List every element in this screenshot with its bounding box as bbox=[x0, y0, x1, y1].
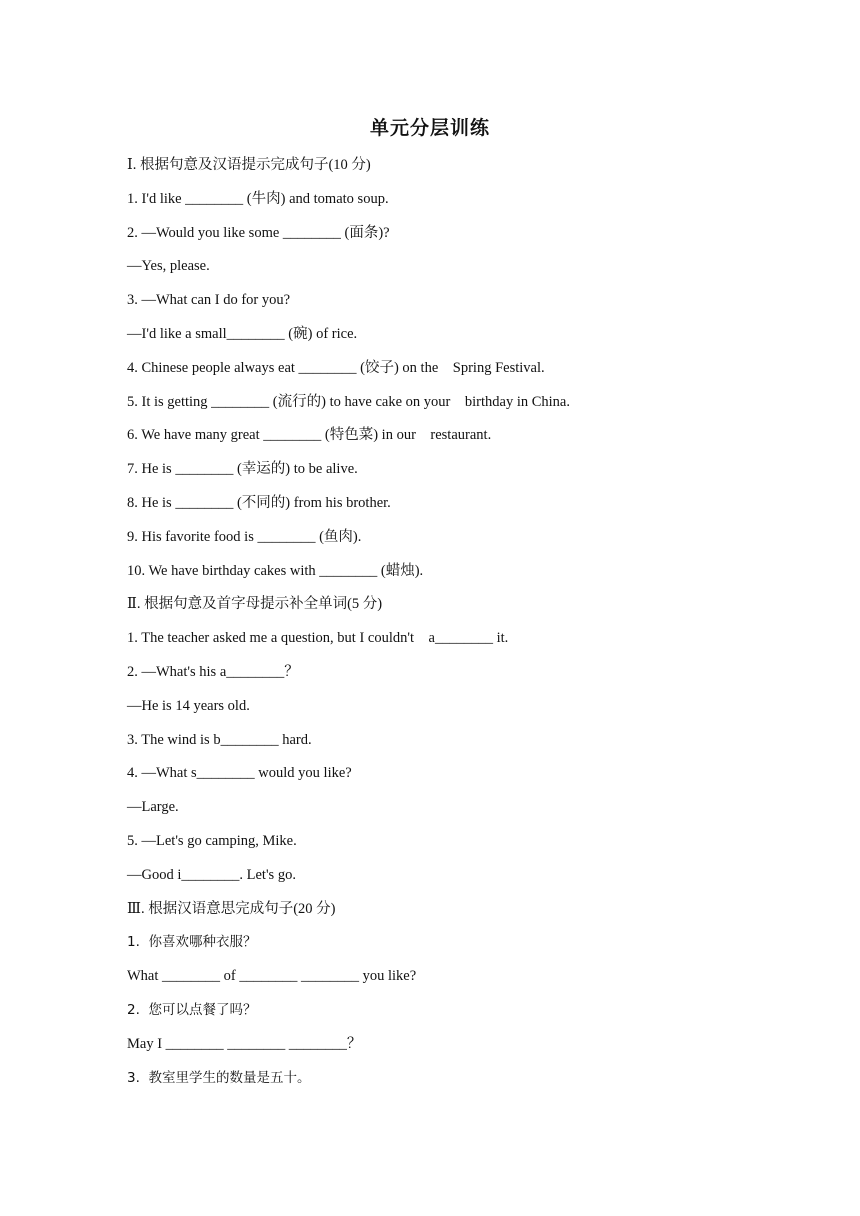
section-1-item-2-answer: —Yes, please. bbox=[127, 258, 210, 275]
section-2-item-4-answer: —Large. bbox=[127, 799, 179, 816]
section-1-item-8: 8. He is ________ (不同的) from his brother. bbox=[127, 494, 391, 511]
section-1-item-5: 5. It is getting ________ (流行的) to have cake on your birthday in China. bbox=[127, 393, 570, 410]
section-3-item-1-prompt: 1. 你喜欢哪种衣服？ bbox=[127, 934, 257, 951]
section-2-item-4-question: 4. —What s________ would you like? bbox=[127, 765, 352, 782]
section-2-item-3: 3. The wind is b________ hard. bbox=[127, 731, 312, 748]
section-2-item-2-question: 2. —What's his a________？ bbox=[127, 663, 299, 680]
section-3-item-1-sentence: What ________ of ________ ________ you like? bbox=[127, 968, 417, 985]
section-2-item-1: 1. The teacher asked me a question, but I couldn't a________ it. bbox=[127, 630, 509, 647]
section-1-item-7: 7. He is ________ (幸运的) to be alive. bbox=[127, 461, 358, 478]
section-1-item-6: 6. We have many great ________ (特色菜) in our restaurant. bbox=[127, 427, 492, 444]
section-3-item-2-sentence: May I ________ ________ ________？ bbox=[127, 1035, 362, 1052]
section-1-item-2-question: 2. —Would you like some ________ (面条)? bbox=[127, 224, 390, 241]
section-1-item-3-answer: —I'd like a small________ (碗) of rice. bbox=[127, 325, 358, 342]
section-2-item-5-answer: —Good i________. Let's go. bbox=[127, 866, 296, 883]
section-2-item-5-question: 5. —Let's go camping, Mike. bbox=[127, 832, 297, 849]
section-1-heading: Ⅰ. 根据句意及汉语提示完成句子(10 分) bbox=[127, 157, 371, 173]
section-1-item-1: 1. I'd like ________ (牛肉) and tomato soup. bbox=[127, 190, 389, 207]
section-1-item-3-question: 3. —What can I do for you? bbox=[127, 292, 291, 309]
exercise-body bbox=[127, 155, 807, 1101]
section-1-item-4: 4. Chinese people always eat ________ (饺子) on the Spring Festival. bbox=[127, 359, 545, 376]
section-2-item-2-answer: —He is 14 years old. bbox=[127, 697, 250, 714]
section-3-heading: Ⅲ. 根据汉语意思完成句子(20 分) bbox=[127, 900, 336, 917]
section-1-item-9: 9. His favorite food is ________ (鱼肉). bbox=[127, 528, 362, 545]
page-title: 单元分层训练 bbox=[369, 117, 490, 139]
section-1-item-10: 10. We have birthday cakes with ________ (蜡烛). bbox=[127, 562, 424, 579]
section-3-item-2-prompt: 2. 您可以点餐了吗？ bbox=[127, 1001, 257, 1018]
section-3-item-3-prompt: 3. 教室里学生的数量是五十。 bbox=[127, 1069, 311, 1086]
section-2-heading: Ⅱ. 根据句意及首字母提示补全单词(5 分) bbox=[127, 596, 383, 613]
